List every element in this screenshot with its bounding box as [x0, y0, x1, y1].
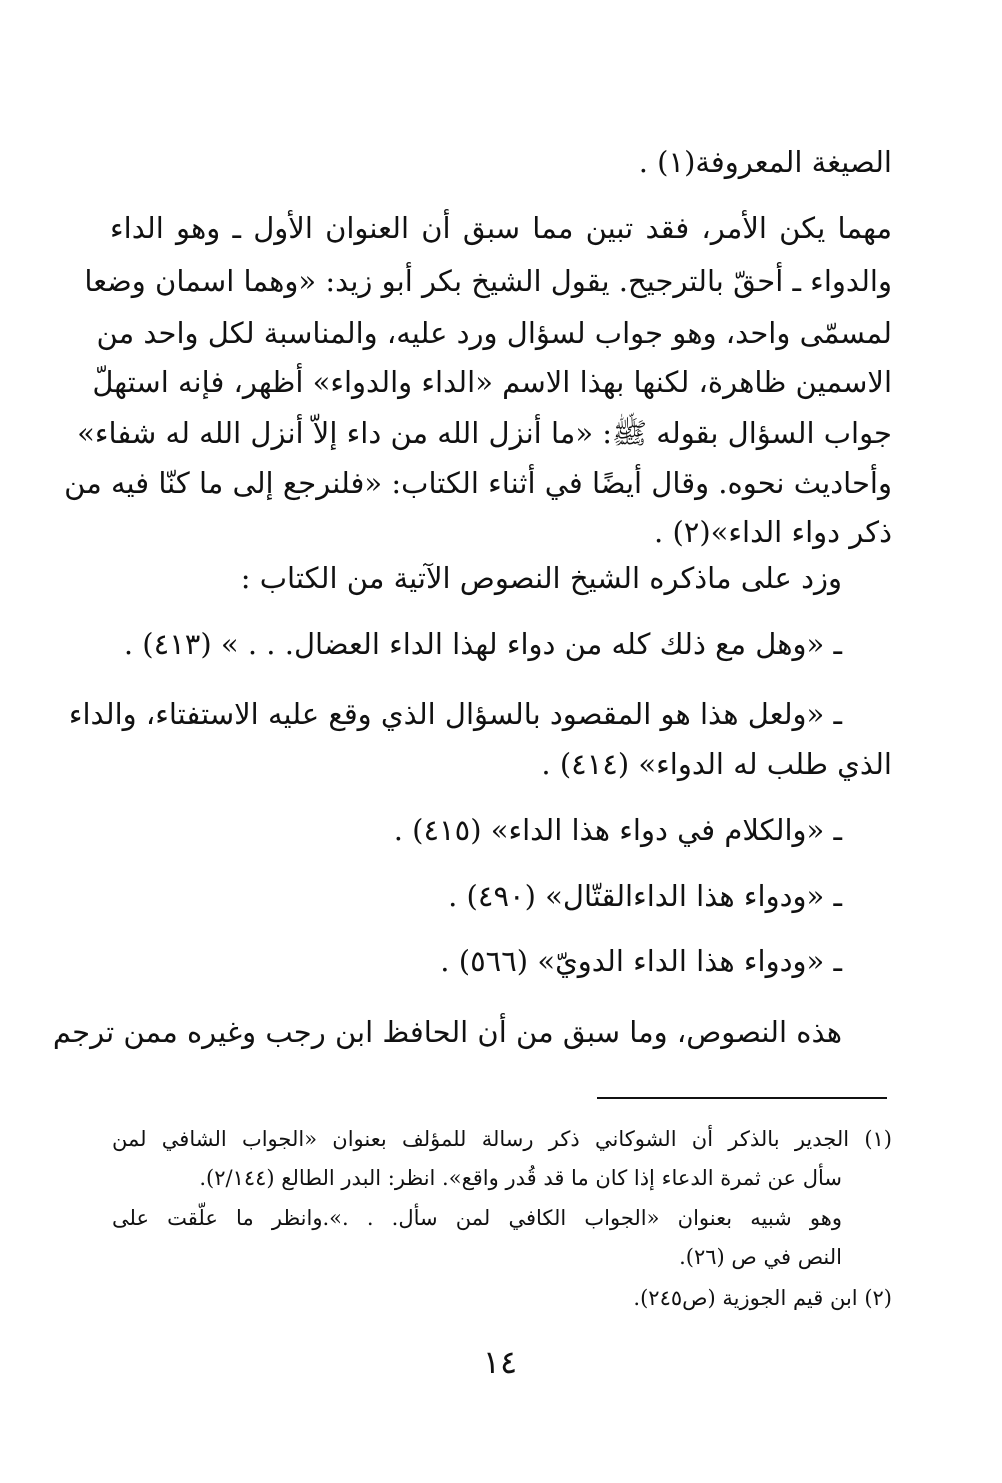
body-line-5: الاسمين ظاهرة، لكنها بهذا الاسم «الداء والدواء» أظهر، فإنه استهلّ [92, 365, 892, 399]
quote-item-414-line-1: ـ «ولعل هذا هو المقصود بالسؤال الذي وقع عليه الاستفتاء، والداء [68, 697, 842, 731]
body-line-9: وزد على ماذكره الشيخ النصوص الآتية من الكتاب : [240, 561, 842, 595]
body-line-1: الصيغة المعروفة(١) . [638, 145, 892, 179]
footnote-2: (٢) ابن قيم الجوزية (ص٢٤٥). [633, 1286, 892, 1310]
footnote-1-line-2: سأل عن ثمرة الدعاء إذا كان ما قد قُدر واقع». انظر: البدر الطالع (٢/١٤٤). [199, 1166, 842, 1190]
quote-item-415: ـ «والكلام في دواء هذا الداء» (٤١٥) . [393, 813, 842, 847]
quote-item-413: ـ «وهل مع ذلك كله من دواء لهذا الداء العضال. . . » (٤١٣) . [123, 627, 842, 661]
quote-item-490: ـ «ودواء هذا الداءالقتّال» (٤٩٠) . [448, 879, 842, 913]
body-line-3: والدواء ـ أحقّ بالترجيح. يقول الشيخ بكر أبو زيد: «وهما اسمان وضعا [84, 264, 892, 298]
body-line-8: ذكر دواء الداء»(٢) . [654, 515, 892, 549]
footnote-1-line-1: (١) الجدير بالذكر أن الشوكاني ذكر رسالة للمؤلف بعنوان «الجواب الشافي لمن [112, 1127, 892, 1151]
footnote-1-line-4: النص في ص (٢٦). [679, 1245, 842, 1269]
quote-item-566: ـ «ودواء هذا الداء الدويّ» (٥٦٦) . [440, 944, 842, 978]
body-line-6: جواب السؤال بقوله ﷺ: «ما أنزل الله من داء إلاّ أنزل الله له شفاء» [77, 416, 892, 450]
body-line-last: هذه النصوص، وما سبق من أن الحافظ ابن رجب وغيره ممن ترجم [52, 1015, 842, 1049]
footnote-1-line-3: وهو شبيه بعنوان «الجواب الكافي لمن سأل. . .».وانظر ما علّقت على [112, 1206, 842, 1230]
footnote-separator [597, 1097, 887, 1099]
body-line-4: لمسمّى واحد، وهو جواب لسؤال ورد عليه، والمناسبة لكل واحد من [96, 316, 892, 350]
quote-item-414-line-2: الذي طلب له الدواء» (٤١٤) . [541, 747, 892, 781]
page-number: ١٤ [482, 1343, 518, 1381]
body-line-7: وأحاديث نحوه. وقال أيضًا في أثناء الكتاب: «فلنرجع إلى ما كنّا فيه من [64, 466, 892, 500]
body-line-2: مهما يكن الأمر، فقد تبين مما سبق أن العنوان الأول ـ وهو الداء [110, 211, 892, 245]
